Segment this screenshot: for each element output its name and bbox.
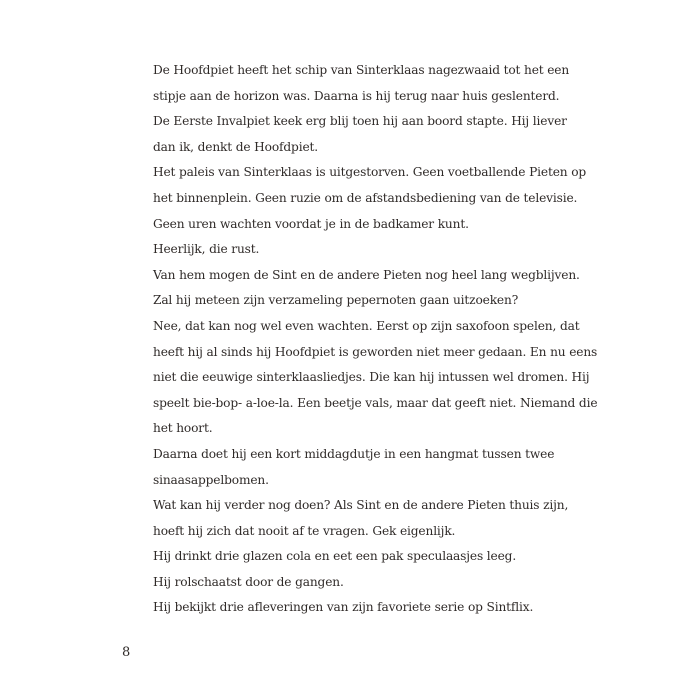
text-line: Wat kan hij verder nog doen? Als Sint en de andere Pieten thuis zijn, (153, 498, 569, 513)
page-number: 8 (122, 645, 131, 660)
text-line: sinaasappelbomen. (153, 472, 269, 487)
text-line: Geen uren wachten voordat je in de badkamer kunt. (153, 216, 469, 231)
text-line: het hoort. (153, 421, 213, 436)
text-line: Nee, dat kan nog wel even wachten. Eerst op zijn saxofoon spelen, dat (153, 318, 580, 333)
text-line: Hij rolschaatst door de gangen. (153, 574, 344, 589)
text-line: niet die eeuwige sinterklaasliedjes. Die kan hij intussen wel dromen. Hij (153, 370, 590, 385)
text-line: Het paleis van Sinterklaas is uitgestorven. Geen voetballende Pieten op (153, 165, 587, 180)
text-line: Zal hij meteen zijn verzameling pepernoten gaan uitzoeken? (153, 293, 519, 308)
text-line: stipje aan de horizon was. Daarna is hij terug naar huis geslenterd. (153, 88, 560, 103)
text-line: Heerlijk, die rust. (153, 242, 260, 257)
text-line: De Eerste Invalpiet keek erg blij toen hij aan boord stapte. Hij liever (153, 114, 567, 129)
body-text (153, 58, 598, 621)
text-line: het binnenplein. Geen ruzie om de afstandsbediening van de televisie. (153, 190, 578, 205)
text-line: hoeft hij zich dat nooit af te vragen. Gek eigenlijk. (153, 523, 456, 538)
text-line: Hij bekijkt drie afleveringen van zijn favoriete serie op Sintflix. (153, 600, 534, 615)
text-line: speelt bie-bop- a-loe-la. Een beetje vals, maar dat geeft niet. Niemand die (153, 395, 598, 410)
text-line: Hij drinkt drie glazen cola en eet een pak speculaasjes leeg. (153, 549, 517, 564)
text-line: Daarna doet hij een kort middagdutje in een hangmat tussen twee (153, 446, 555, 461)
text-line: Van hem mogen de Sint en de andere Pieten nog heel lang wegblijven. (153, 267, 580, 282)
text-line: dan ik, denkt de Hoofdpiet. (153, 139, 318, 154)
text-line: heeft hij al sinds hij Hoofdpiet is geworden niet meer gedaan. En nu eens (153, 344, 598, 359)
text-line: De Hoofdpiet heeft het schip van Sinterklaas nagezwaaid tot het een (153, 63, 570, 77)
